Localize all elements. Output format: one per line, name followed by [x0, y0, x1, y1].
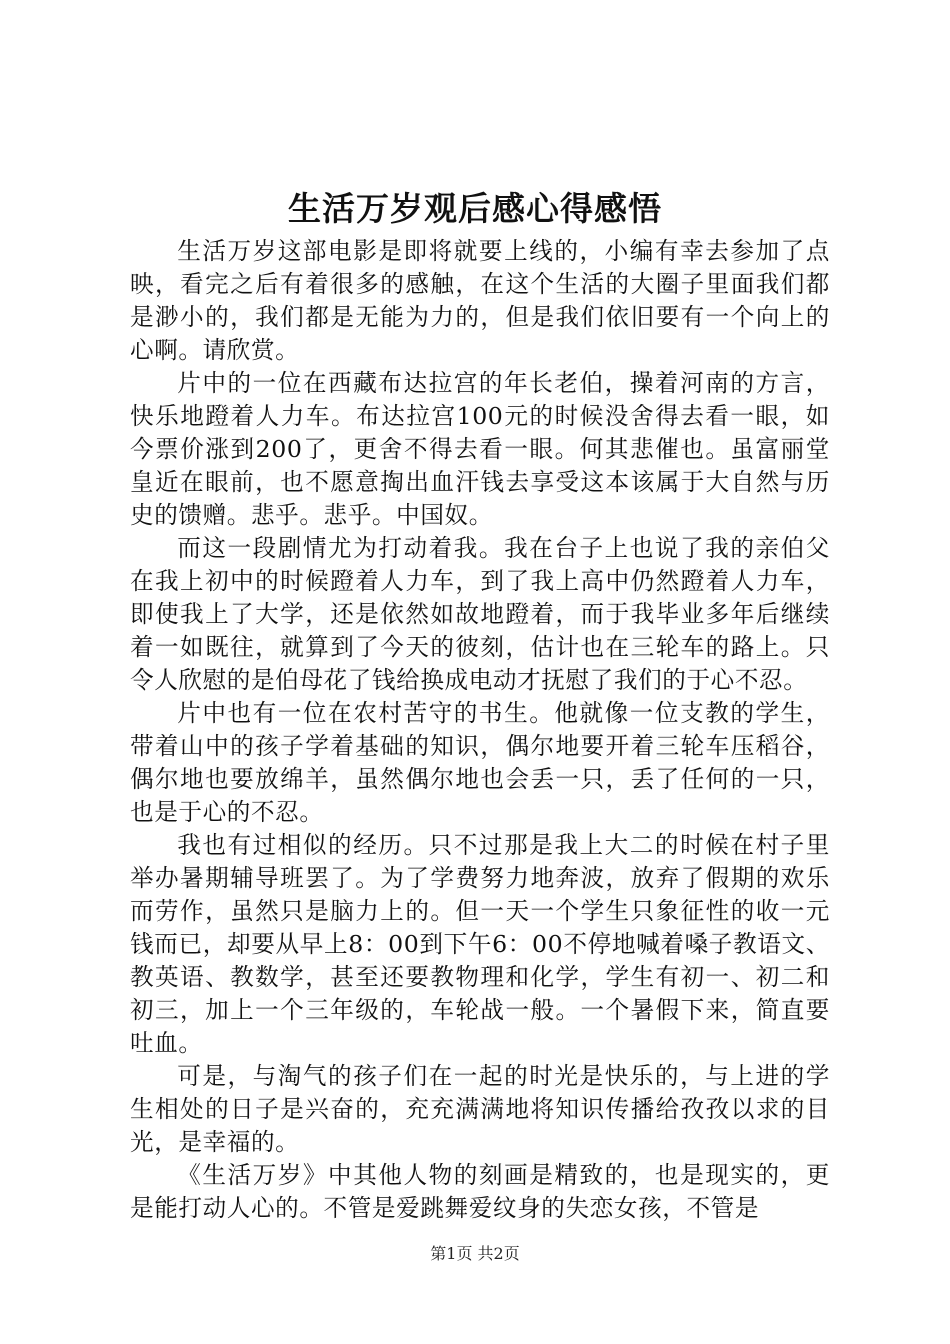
paragraph: 可是，与淘气的孩子们在一起的时光是快乐的，与上进的学生相处的日子是兴奋的，充充满满地将知识传播给孜孜以求的目光，是幸福的。	[130, 1062, 830, 1156]
page-footer: 第1页 共2页	[430, 1244, 520, 1263]
paragraph: 片中的一位在西藏布达拉宫的年长老伯，操着河南的方言，快乐地蹬着人力车。布达拉宫100元的时候没舍得去看一眼，如今票价涨到200了，更舍不得去看一眼。何其悲催也。虽富丽堂皇近在眼前，也不愿意掏出血汗钱去享受这本该属于大自然与历史的馈赠。悲乎。悲乎。中国奴。	[130, 369, 830, 529]
paragraph: 片中也有一位在农村苦守的书生。他就像一位支教的学生，带着山中的孩子学着基础的知识，偶尔地要开着三轮车压稻谷，偶尔地也要放绵羊，虽然偶尔地也会丢一只，丢了任何的一只，也是于心的不忍。	[130, 699, 830, 826]
paragraph: 生活万岁这部电影是即将就要上线的，小编有幸去参加了点映，看完之后有着很多的感触，在这个生活的大圈子里面我们都是渺小的，我们都是无能为力的，但是我们依旧要有一个向上的心啊。请欣赏。	[130, 237, 830, 364]
page-title: 生活万岁观后感心得感悟	[288, 189, 662, 228]
paragraph: 《生活万岁》中其他人物的刻画是精致的，也是现实的，更是能打动人心的。不管是爱跳舞爱纹身的失恋女孩，不管是	[130, 1161, 830, 1222]
paragraph: 而这一段剧情尤为打动着我。我在台子上也说了我的亲伯父在我上初中的时候蹬着人力车，到了我上高中仍然蹬着人力车，即使我上了大学，还是依然如故地蹬着，而于我毕业多年后继续着一如既往，就算到了今天的彼刻，估计也在三轮车的路上。只令人欣慰的是伯母花了钱给换成电动才抚慰了我们的于心不忍。	[130, 534, 830, 694]
article-body	[130, 235, 830, 1225]
paragraph: 我也有过相似的经历。只不过那是我上大二的时候在村子里举办暑期辅导班罢了。为了学费努力地奔波，放弃了假期的欢乐而劳作，虽然只是脑力上的。但一天一个学生只象征性的收一元钱而已，却要从早上8：00到下午6：00不停地喊着嗓子教语文、教英语、教数学，甚至还要教物理和化学，学生有初一、初二和初三，加上一个三年级的，车轮战一般。一个暑假下来，简直要吐血。	[130, 831, 830, 1057]
